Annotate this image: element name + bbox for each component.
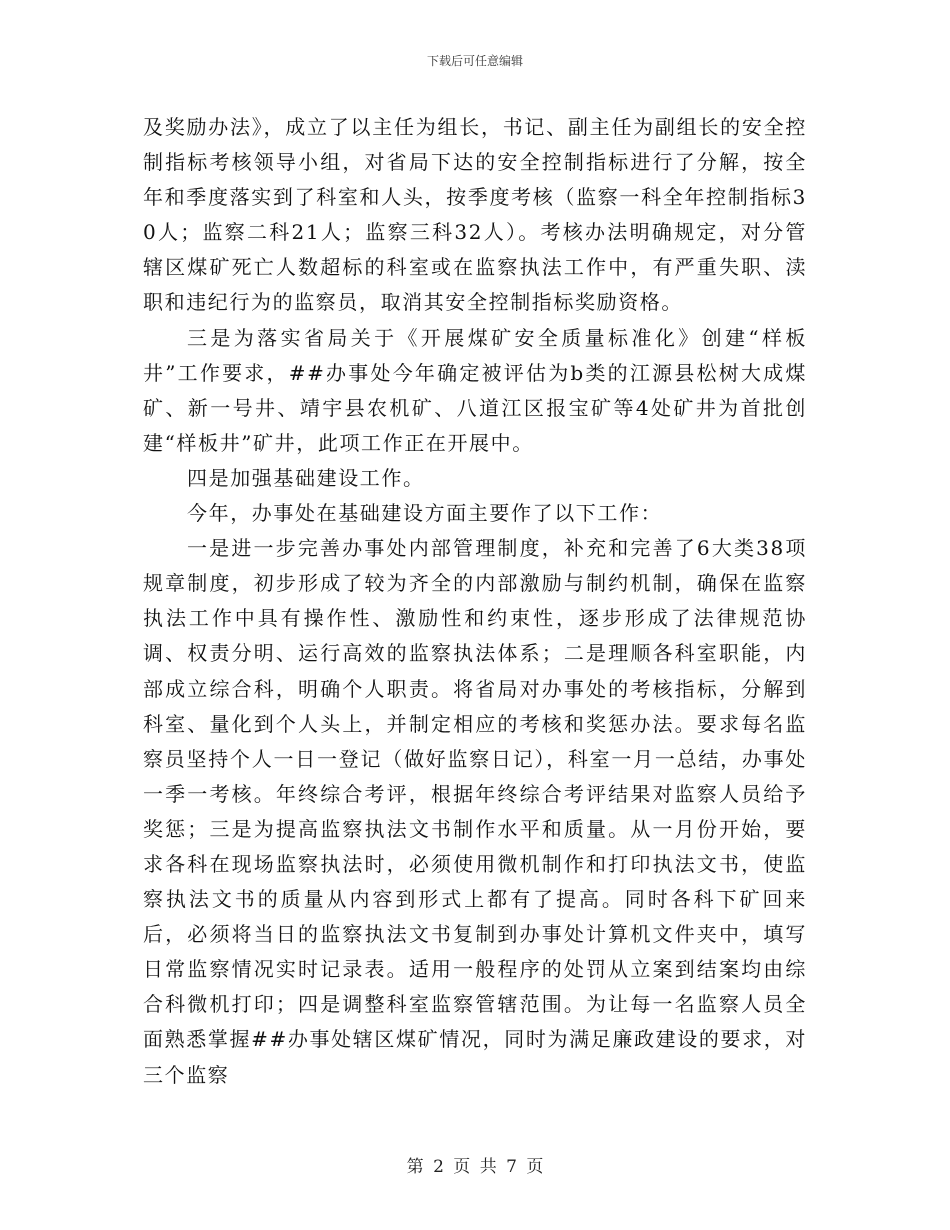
paragraph-3: 四是加强基础建设工作。: [187, 465, 425, 490]
paragraph-5: 一是进一步完善办事处内部管理制度，补充和完善了6大类38项规章制度，初步形成了较为齐全的内部激励与制约机制，确保在监察执法工作中具有操作性、激励性和约束性，逐步形成了法律规范协调、权责分明、运行高效的监察执法体系；二是理顺各科室职能，内部成立综合科，明确个人职责。将省局对办事处的考核指标，分解到科室、量化到个人头上，并制定相应的考核和奖惩办法。要求每名监察员坚持个人一日一登记（做好监察日记），科室一月一总结，办事处一季一考核。年终综合考评，根据年终综合考评结果对监察人员给予奖惩；三是为提高监察执法文书制作水平和质量。从一月份开始，要求各科在现场监察执法时，必须使用微机制作和打印执法文书，使监察执法文书的质量从内容到形式上都有了提高。同时各科下矿回来后，必须将当日的监察执法文书复制到办事处计算机文件夹中，填写日常监察情况实时记录表。适用一般程序的处罚从立案到结案均由综合科微机打印；四是调整科室监察管辖范围。为让每一名监察人员全面熟悉掌握##办事处辖区煤矿情况，同时为满足廉政建设的要求，对三个监察: [143, 536, 807, 1087]
document-body: [143, 110, 807, 1093]
page-header-note: 下载后可任意编辑: [426, 54, 523, 68]
paragraph-1: 及奖励办法》，成立了以主任为组长，书记、副主任为副组长的安全控制指标考核领导小组，对省局下达的安全控制指标进行了分解，按全年和季度落实到了科室和人头，按季度考核（监察一科全年控制指标30人；监察二科21人；监察三科32人）。考核办法明确规定，对分管辖区煤矿死亡人数超标的科室或在监察执法工作中，有严重失职、渎职和违纪行为的监察员，取消其安全控制指标奖励资格。: [143, 115, 807, 315]
page-number: 第 2 页 共 7 页: [406, 1157, 544, 1177]
paragraph-4: 今年，办事处在基础建设方面主要作了以下工作：: [187, 501, 663, 526]
paragraph-2: 三是为落实省局关于《开展煤矿安全质量标准化》创建“样板井”工作要求，##办事处今年确定被评估为b类的江源县松树大成煤矿、新一号井、靖宇县农机矿、八道江区报宝矿等4处矿井为首批创建“样板井”矿井，此项工作正在开展中。: [143, 325, 807, 455]
